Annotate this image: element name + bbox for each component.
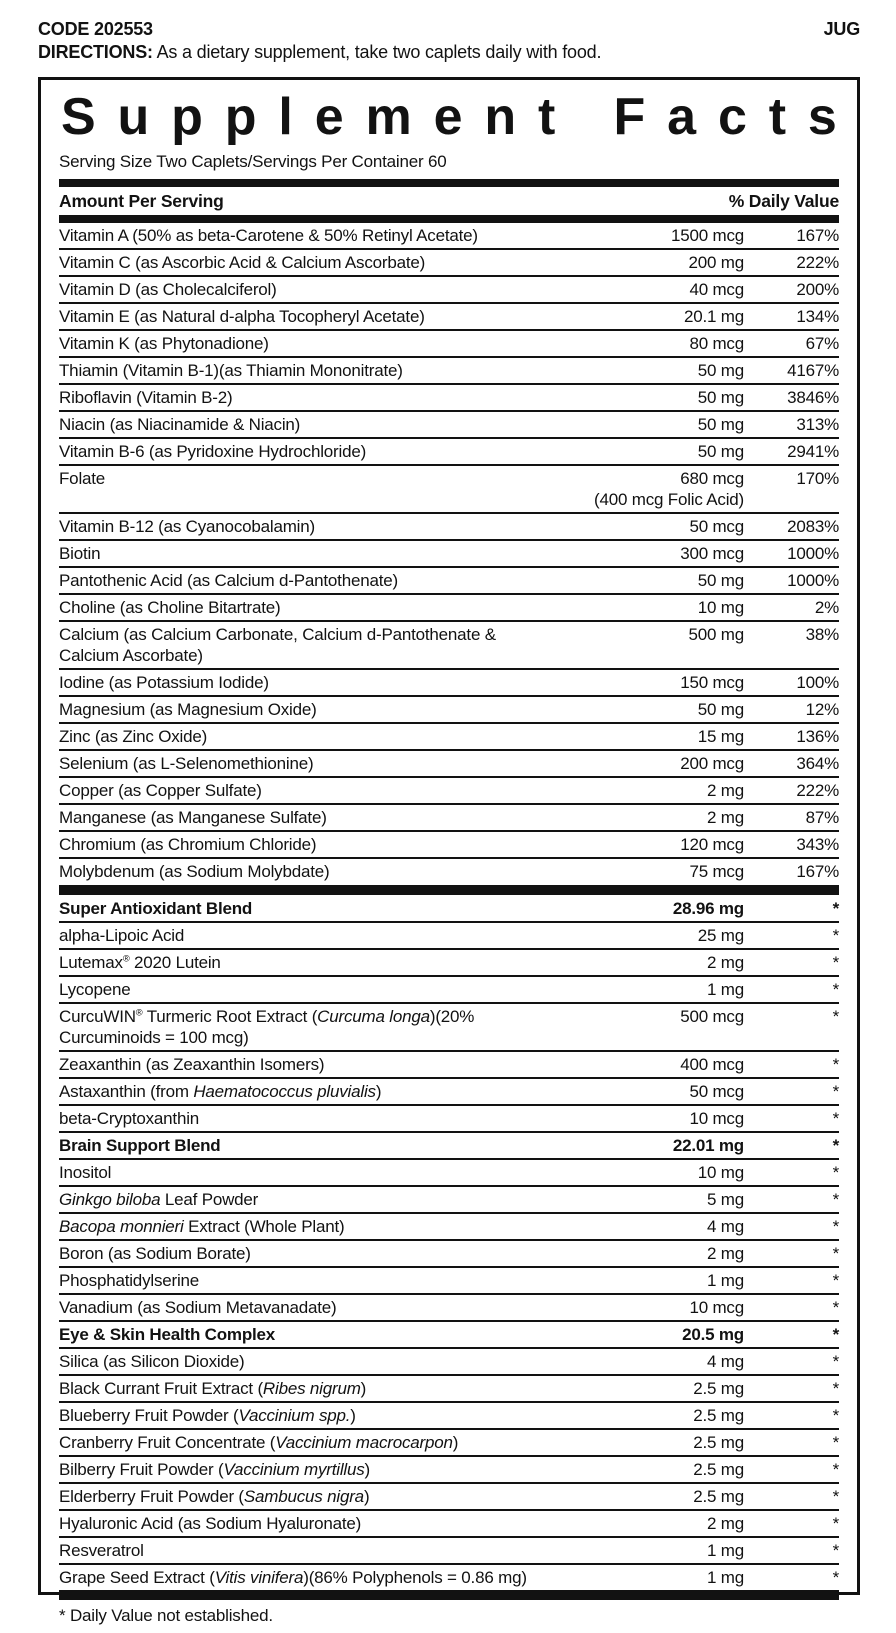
ingredient-daily-value: * xyxy=(832,1271,839,1290)
ingredient-name: Pantothenic Acid (as Calcium d-Pantothenate) xyxy=(59,571,398,590)
ingredient-name: Vitamin B-12 (as Cyanocobalamin) xyxy=(59,517,315,536)
ingredient-amount: 2.5 mg xyxy=(693,1379,744,1398)
panel-title-letter: s xyxy=(807,88,837,146)
ingredient-daily-value: 167% xyxy=(796,226,839,245)
ingredient-amount: 150 mcg xyxy=(680,673,744,692)
ingredient-name: Ginkgo biloba Leaf Powder xyxy=(59,1190,259,1209)
ingredient-amount: 4 mg xyxy=(707,1217,744,1236)
ingredient-name: Zeaxanthin (as Zeaxanthin Isomers) xyxy=(59,1055,325,1074)
ingredient-amount: 10 mg xyxy=(697,1163,744,1182)
ingredient-name: Iodine (as Potassium Iodide) xyxy=(59,673,269,692)
ingredient-name: Blueberry Fruit Powder (Vaccinium spp.) xyxy=(59,1406,356,1425)
ingredient-amount: 20.5 mg xyxy=(682,1325,744,1344)
ingredient-daily-value: * xyxy=(832,1406,839,1425)
ingredient-daily-value: * xyxy=(832,1487,839,1506)
ingredient-amount: 50 mg xyxy=(697,442,744,461)
ingredient-amount: 5 mg xyxy=(707,1190,744,1209)
ingredient-amount: 25 mg xyxy=(697,926,744,945)
ingredient-name: Biotin xyxy=(59,544,101,563)
ingredient-amount: 200 mg xyxy=(688,253,744,272)
ingredient-amount: 2.5 mg xyxy=(693,1406,744,1425)
supplement-row xyxy=(59,1239,839,1266)
ingredient-daily-value: 1000% xyxy=(787,571,839,590)
ingredient-name: Super Antioxidant Blend xyxy=(59,899,253,918)
ingredient-amount: 2.5 mg xyxy=(693,1433,744,1452)
ingredient-daily-value: * xyxy=(832,1007,839,1026)
ingredient-daily-value: * xyxy=(832,899,839,918)
ingredient-daily-value: 222% xyxy=(796,781,839,800)
ingredient-daily-value: * xyxy=(832,1244,839,1263)
supplement-row xyxy=(59,1347,839,1374)
supplement-row xyxy=(59,410,839,437)
ingredient-name: Lycopene xyxy=(59,980,131,999)
ingredient-name: Chromium (as Chromium Chloride) xyxy=(59,835,317,854)
ingredient-daily-value: * xyxy=(832,1298,839,1317)
ingredient-daily-value: 2083% xyxy=(787,517,839,536)
ingredient-amount: 120 mcg xyxy=(680,835,744,854)
daily-value-footnote: * Daily Value not established. xyxy=(59,1606,273,1625)
ingredient-name: Zinc (as Zinc Oxide) xyxy=(59,727,208,746)
supplement-row xyxy=(59,329,839,356)
ingredient-name: Manganese (as Manganese Sulfate) xyxy=(59,808,327,827)
panel-title-letter: e xyxy=(314,88,344,146)
ingredient-name: Copper (as Copper Sulfate) xyxy=(59,781,262,800)
section-header-row xyxy=(59,1320,839,1347)
ingredient-amount: 15 mg xyxy=(697,727,744,746)
ingredient-daily-value: 4167% xyxy=(787,361,839,380)
ingredient-amount: 28.96 mg xyxy=(672,899,744,918)
ingredient-amount: 400 mcg xyxy=(680,1055,744,1074)
ingredient-name: Calcium (as Calcium Carbonate, Calcium d-Pantothenate & Calcium Ascorbate) xyxy=(59,625,496,665)
ingredient-name: Selenium (as L-Selenomethionine) xyxy=(59,754,314,773)
supplement-row xyxy=(59,1050,839,1077)
ingredient-name: Bilberry Fruit Powder (Vaccinium myrtillus) xyxy=(59,1460,371,1479)
ingredient-name: Choline (as Choline Bitartrate) xyxy=(59,598,281,617)
ingredient-amount: 2 mg xyxy=(707,808,744,827)
ingredient-name: Silica (as Silicon Dioxide) xyxy=(59,1352,245,1371)
supplement-facts-panel xyxy=(38,77,860,1625)
supplement-row xyxy=(59,1536,839,1563)
ingredient-name: Hyaluronic Acid (as Sodium Hyaluronate) xyxy=(59,1514,362,1533)
supplement-row xyxy=(59,722,839,749)
ingredient-amount: 80 mcg xyxy=(689,334,744,353)
ingredient-name: Lutemax® 2020 Lutein xyxy=(59,953,221,972)
ingredient-name: CurcuWIN® Turmeric Root Extract (Curcuma longa)(20% Curcuminoids = 100 mcg) xyxy=(59,1007,475,1047)
ingredient-daily-value: * xyxy=(832,926,839,945)
supplement-row xyxy=(59,1185,839,1212)
ingredient-amount: 20.1 mg xyxy=(683,307,744,326)
ingredient-name: Niacin (as Niacinamide & Niacin) xyxy=(59,415,301,434)
supplement-row xyxy=(59,512,839,539)
ingredient-daily-value: * xyxy=(832,1055,839,1074)
ingredient-amount: 50 mcg xyxy=(689,1082,744,1101)
panel-title-letter xyxy=(577,90,591,144)
ingredient-daily-value: * xyxy=(832,1136,839,1155)
supplement-row xyxy=(59,566,839,593)
supplement-row xyxy=(59,1293,839,1320)
ingredient-daily-value: 364% xyxy=(796,754,839,773)
ingredient-amount: 2 mg xyxy=(707,1244,744,1263)
supplement-row xyxy=(59,302,839,329)
ingredient-amount: 680 mcg (400 mcg Folic Acid) xyxy=(594,469,744,509)
supplement-row xyxy=(59,1509,839,1536)
ingredient-daily-value: 136% xyxy=(796,727,839,746)
ingredient-daily-value: 2% xyxy=(814,598,839,617)
ingredient-amount: 500 mg xyxy=(688,625,744,644)
panel-title-letter: t xyxy=(538,88,556,146)
supplement-row xyxy=(59,1374,839,1401)
supplement-row xyxy=(59,1002,839,1050)
supplement-row xyxy=(59,921,839,948)
ingredient-name: Vitamin K (as Phytonadione) xyxy=(59,334,269,353)
ingredient-amount: 2.5 mg xyxy=(693,1460,744,1479)
ingredient-amount: 50 mcg xyxy=(689,517,744,536)
divider-bar xyxy=(59,179,839,187)
divider-bar xyxy=(59,215,839,223)
ingredient-rows xyxy=(59,223,839,1590)
ingredient-name: Resveratrol xyxy=(59,1541,144,1560)
ingredient-daily-value: * xyxy=(832,1352,839,1371)
ingredient-daily-value: * xyxy=(832,1163,839,1182)
ingredient-daily-value: * xyxy=(832,1379,839,1398)
panel-title-letter: e xyxy=(433,88,463,146)
ingredient-daily-value: 3846% xyxy=(787,388,839,407)
ingredient-amount: 2 mg xyxy=(707,1514,744,1533)
ingredient-daily-value: * xyxy=(832,1217,839,1236)
ingredient-name: Bacopa monnieri Extract (Whole Plant) xyxy=(59,1217,345,1236)
supplement-row xyxy=(59,620,839,668)
panel-title-letter: p xyxy=(224,88,257,146)
ingredient-daily-value: 2941% xyxy=(787,442,839,461)
supplement-row xyxy=(59,248,839,275)
ingredient-daily-value: 222% xyxy=(796,253,839,272)
supplement-row xyxy=(59,803,839,830)
ingredient-daily-value: * xyxy=(832,1082,839,1101)
section-divider-bar xyxy=(59,885,839,895)
ingredient-daily-value: 200% xyxy=(796,280,839,299)
ingredient-amount: 50 mg xyxy=(697,388,744,407)
ingredient-amount: 75 mcg xyxy=(689,862,744,881)
ingredient-daily-value: * xyxy=(832,1541,839,1560)
ingredient-amount: 50 mg xyxy=(697,415,744,434)
section-header-row xyxy=(59,896,839,921)
ingredient-amount: 2 mg xyxy=(707,781,744,800)
panel-title-letter: S xyxy=(61,88,96,146)
ingredient-name: Vitamin C (as Ascorbic Acid & Calcium Ascorbate) xyxy=(59,253,426,272)
ingredient-name: Eye & Skin Health Complex xyxy=(59,1325,276,1344)
ingredient-amount: 50 mg xyxy=(697,571,744,590)
supplement-row xyxy=(59,539,839,566)
ingredient-amount: 200 mcg xyxy=(680,754,744,773)
ingredient-amount: 1 mg xyxy=(707,1271,744,1290)
panel-title-letter: c xyxy=(717,88,747,146)
ingredient-name: Phosphatidylserine xyxy=(59,1271,200,1290)
directions-label: DIRECTIONS: xyxy=(38,42,153,62)
ingredient-name: Vitamin D (as Cholecalciferol) xyxy=(59,280,277,299)
ingredient-daily-value: * xyxy=(832,1325,839,1344)
ingredient-amount: 2 mg xyxy=(707,953,744,972)
ingredient-daily-value: 100% xyxy=(796,673,839,692)
supplement-row xyxy=(59,749,839,776)
ingredient-amount: 10 mg xyxy=(697,598,744,617)
ingredient-daily-value: * xyxy=(832,1433,839,1452)
panel-title-letter: l xyxy=(278,88,293,146)
ingredient-name: Thiamin (Vitamin B-1)(as Thiamin Mononitrate) xyxy=(59,361,403,380)
ingredient-name: Inositol xyxy=(59,1163,112,1182)
jug-label: JUG xyxy=(823,19,860,39)
ingredient-name: Folate xyxy=(59,469,106,488)
ingredient-amount: 1 mg xyxy=(707,980,744,999)
supplement-row xyxy=(59,1158,839,1185)
supplement-row xyxy=(59,948,839,975)
supplement-row xyxy=(59,668,839,695)
ingredient-daily-value: 1000% xyxy=(787,544,839,563)
panel-title-letter: u xyxy=(117,88,150,146)
panel-title-letter: t xyxy=(768,88,787,146)
top-meta-row xyxy=(38,18,860,40)
ingredient-amount: 2.5 mg xyxy=(693,1487,744,1506)
ingredient-daily-value: * xyxy=(832,1568,839,1587)
ingredient-name: Black Currant Fruit Extract (Ribes nigrum) xyxy=(59,1379,367,1398)
supplement-row xyxy=(59,437,839,464)
ingredient-name: Riboflavin (Vitamin B-2) xyxy=(59,388,233,407)
supplement-row xyxy=(59,356,839,383)
ingredient-amount: 1500 mcg xyxy=(670,226,744,245)
ingredient-amount: 300 mcg xyxy=(680,544,744,563)
supplement-row xyxy=(59,383,839,410)
directions-text: As a dietary supplement, take two caplets daily with food. xyxy=(152,42,602,62)
ingredient-name: Vitamin A (50% as beta-Carotene & 50% Retinyl Acetate) xyxy=(59,226,478,245)
ingredient-amount: 4 mg xyxy=(707,1352,744,1371)
panel-title-letter: F xyxy=(613,88,646,146)
ingredient-amount: 22.01 mg xyxy=(672,1136,744,1155)
panel-title-letter: m xyxy=(365,88,412,146)
panel-title-letter: a xyxy=(667,88,697,146)
ingredient-daily-value: * xyxy=(832,953,839,972)
supplement-row xyxy=(59,695,839,722)
supplement-row xyxy=(59,1482,839,1509)
ingredient-name: Cranberry Fruit Concentrate (Vaccinium macrocarpon) xyxy=(59,1433,459,1452)
supplement-row xyxy=(59,830,839,857)
ingredient-name: Brain Support Blend xyxy=(59,1136,221,1155)
divider-bar xyxy=(59,1590,839,1600)
ingredient-name: Vitamin E (as Natural d-alpha Tocopheryl Acetate) xyxy=(59,307,425,326)
product-code: CODE 202553 xyxy=(38,19,153,39)
supplement-row xyxy=(59,1077,839,1104)
supplement-row xyxy=(59,776,839,803)
supplement-row xyxy=(59,1455,839,1482)
panel-title-letter: n xyxy=(484,88,517,146)
supplement-row xyxy=(59,223,839,248)
supplement-row xyxy=(59,1401,839,1428)
panel-title xyxy=(59,88,839,144)
supplement-row xyxy=(59,593,839,620)
ingredient-amount: 500 mcg xyxy=(680,1007,744,1026)
supplement-row xyxy=(59,1104,839,1131)
serving-info: Serving Size Two Caplets/Servings Per Container 60 xyxy=(59,152,447,171)
ingredient-amount: 1 mg xyxy=(707,1541,744,1560)
directions-line xyxy=(38,41,860,64)
ingredient-amount: 10 mcg xyxy=(689,1109,744,1128)
section-header-row xyxy=(59,1131,839,1158)
ingredient-name: Grape Seed Extract (Vitis vinifera)(86% Polyphenols = 0.86 mg) xyxy=(59,1568,527,1587)
ingredient-daily-value: * xyxy=(832,980,839,999)
ingredient-name: Astaxanthin (from Haematococcus pluvialis) xyxy=(59,1082,382,1101)
supplement-row xyxy=(59,975,839,1002)
supplement-row xyxy=(59,1563,839,1590)
ingredient-name: Elderberry Fruit Powder (Sambucus nigra) xyxy=(59,1487,370,1506)
supplement-row xyxy=(59,1428,839,1455)
ingredient-daily-value: 87% xyxy=(805,808,839,827)
amount-per-serving-header: Amount Per Serving xyxy=(59,191,224,211)
ingredient-amount: 1 mg xyxy=(707,1568,744,1587)
ingredient-daily-value: 38% xyxy=(805,625,839,644)
supplement-row xyxy=(59,464,839,512)
ingredient-daily-value: 67% xyxy=(805,334,839,353)
ingredient-daily-value: 313% xyxy=(796,415,839,434)
ingredient-daily-value: 170% xyxy=(796,469,839,488)
supplement-row xyxy=(59,275,839,302)
ingredient-name: Vitamin B-6 (as Pyridoxine Hydrochloride) xyxy=(59,442,367,461)
ingredient-amount: 50 mg xyxy=(697,361,744,380)
supplement-row xyxy=(59,1212,839,1239)
ingredient-name: beta-Cryptoxanthin xyxy=(59,1109,200,1128)
ingredient-daily-value: 343% xyxy=(796,835,839,854)
ingredient-daily-value: 134% xyxy=(796,307,839,326)
ingredient-amount: 10 mcg xyxy=(689,1298,744,1317)
panel-title-letter: p xyxy=(171,88,203,146)
ingredient-name: alpha-Lipoic Acid xyxy=(59,926,185,945)
ingredient-amount: 40 mcg xyxy=(689,280,744,299)
column-header-row xyxy=(59,187,839,215)
ingredient-daily-value: * xyxy=(832,1514,839,1533)
ingredient-daily-value: * xyxy=(832,1190,839,1209)
ingredient-amount: 50 mg xyxy=(697,700,744,719)
supplement-row xyxy=(59,1266,839,1293)
ingredient-daily-value: * xyxy=(832,1109,839,1128)
daily-value-header: % Daily Value xyxy=(728,191,839,211)
ingredient-daily-value: 12% xyxy=(805,700,839,719)
supplement-row xyxy=(59,857,839,884)
ingredient-name: Vanadium (as Sodium Metavanadate) xyxy=(59,1298,337,1317)
ingredient-daily-value: * xyxy=(832,1460,839,1479)
ingredient-name: Magnesium (as Magnesium Oxide) xyxy=(59,700,317,719)
ingredient-daily-value: 167% xyxy=(796,862,839,881)
ingredient-name: Molybdenum (as Sodium Molybdate) xyxy=(59,862,330,881)
ingredient-name: Boron (as Sodium Borate) xyxy=(59,1244,251,1263)
